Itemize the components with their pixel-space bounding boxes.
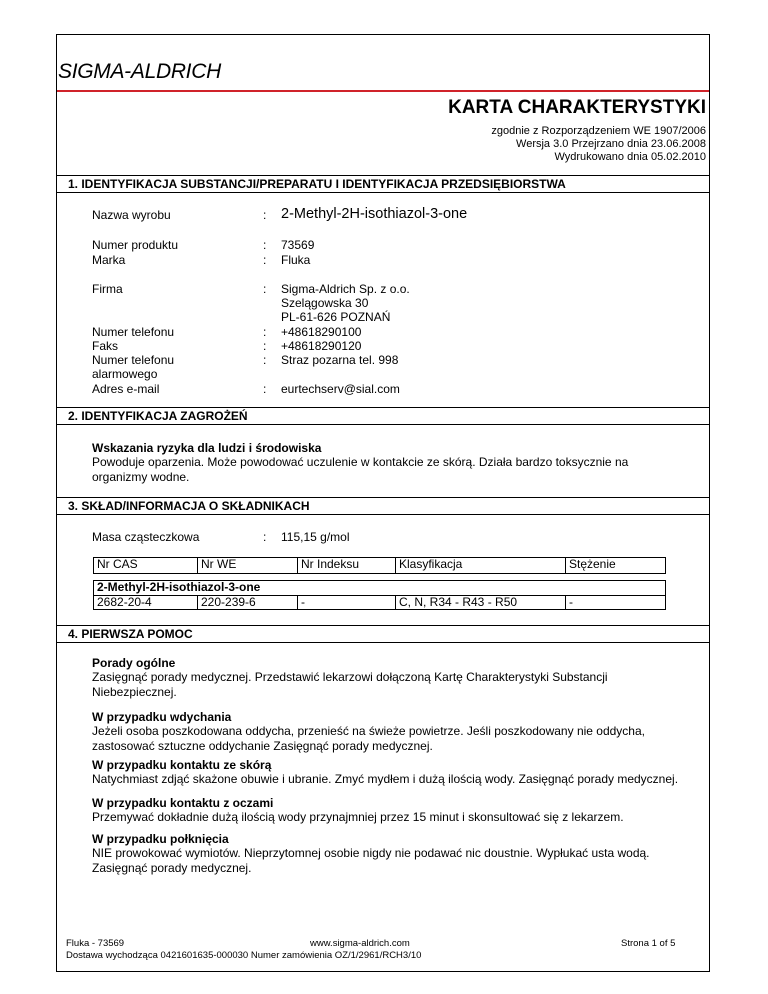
- first-aid-skin-title: W przypadku kontaktu ze skórą: [92, 758, 272, 772]
- emergency-label-line-2: alarmowego: [92, 367, 158, 381]
- first-aid-eyes-text: [92, 810, 702, 825]
- table-cell: 2682-20-4: [93, 595, 197, 610]
- table-cell: 220-239-6: [197, 595, 297, 610]
- company-street: Szelągowska 30: [281, 296, 369, 310]
- footer-order: Dostawa wychodząca 0421601635-000030 Numer zamówienia OZ/1/2961/RCH3/10: [66, 950, 422, 961]
- column-header: Stężenie: [565, 557, 666, 574]
- colon: :: [263, 339, 267, 353]
- first-aid-eyes-title: W przypadku kontaktu z oczami: [92, 796, 274, 810]
- mass-value: 115,15 g/mol: [281, 530, 350, 544]
- regulation-line: zgodnie z Rozporządzeniem WE 1907/2006: [491, 125, 706, 137]
- company-name: Sigma-Aldrich Sp. z o.o.: [281, 282, 410, 296]
- first-aid-general-text: [92, 670, 702, 700]
- colon: :: [263, 282, 267, 296]
- emergency-label: [92, 353, 262, 381]
- hazard-subheading: Wskazania ryzyka dla ludzi i środowiska: [92, 441, 322, 455]
- column-header: Klasyfikacja: [395, 557, 565, 574]
- table-cell: -: [297, 595, 395, 610]
- colon: :: [263, 530, 267, 544]
- colon: :: [263, 208, 267, 222]
- first-aid-ingestion-title: W przypadku połknięcia: [92, 832, 229, 846]
- document-info: [491, 125, 706, 164]
- email-value[interactable]: eurtechserv@sial.com: [281, 382, 400, 396]
- printed-line: Wydrukowano dnia 05.02.2010: [554, 151, 706, 163]
- footer-page-number: Strona 1 of 5: [621, 938, 676, 949]
- text-line: Przemywać dokładnie dużą ilością wody przynajmniej przez 15 minut i skonsultować się z lekarzem.: [92, 810, 624, 824]
- colon: :: [263, 382, 267, 396]
- text-line: Zasięgnąć porady medycznej.: [92, 861, 252, 875]
- text-line: zastosować sztuczne oddychanie Zasięgnąć porady medycznej.: [92, 739, 433, 753]
- footer-website[interactable]: www.sigma-aldrich.com: [310, 938, 410, 949]
- section-3-heading: 3. SKŁAD/INFORMACJA O SKŁADNIKACH: [57, 497, 709, 515]
- fax-value: +48618290120: [281, 339, 362, 353]
- mass-label: Masa cząsteczkowa: [92, 530, 200, 544]
- first-aid-general-title: Porady ogólne: [92, 656, 176, 670]
- text-line: Niebezpiecznej.: [92, 685, 177, 699]
- document-title: KARTA CHARAKTERYSTYKI: [448, 97, 706, 118]
- phone-label: Numer telefonu: [92, 325, 175, 339]
- table-cell: -: [565, 595, 666, 610]
- colon: :: [263, 238, 267, 252]
- first-aid-skin-text: [92, 772, 722, 787]
- header-divider: [57, 90, 709, 92]
- company-logo: SIGMA-ALDRICH: [58, 60, 221, 83]
- hazard-text: [92, 455, 702, 485]
- company-address: [281, 282, 410, 324]
- hazard-text-line: organizmy wodne.: [92, 470, 190, 484]
- product-number-value: 73569: [281, 238, 315, 252]
- column-header: Nr WE: [197, 557, 297, 574]
- version-line: Wersja 3.0 Przejrzano dnia 23.06.2008: [516, 138, 706, 150]
- section-2-heading: 2. IDENTYFIKACJA ZAGROŻEŃ: [57, 407, 709, 425]
- first-aid-inhalation-title: W przypadku wdychania: [92, 710, 232, 724]
- product-name-label: Nazwa wyrobu: [92, 208, 171, 222]
- column-header: Nr CAS: [93, 557, 197, 574]
- hazard-text-line: Powoduje oparzenia. Może powodować uczulenie w kontakcie ze skórą. Działa bardzo toksycznie na: [92, 455, 629, 469]
- section-1-heading: 1. IDENTYFIKACJA SUBSTANCJI/PREPARATU I IDENTYFIKACJA PRZEDSIĘBIORSTWA: [57, 175, 709, 193]
- section-4-heading: 4. PIERWSZA POMOC: [57, 625, 709, 643]
- emergency-label-line-1: Numer telefonu: [92, 353, 175, 367]
- column-header: Nr Indeksu: [297, 557, 395, 574]
- footer-product: Fluka - 73569: [66, 938, 125, 949]
- phone-value: +48618290100: [281, 325, 362, 339]
- brand-value: Fluka: [281, 253, 311, 267]
- text-line: Zasięgnąć porady medycznej. Przedstawić lekarzowi dołączoną Kartę Charakterystyki Substancji: [92, 670, 608, 684]
- product-number-label: Numer produktu: [92, 238, 179, 252]
- text-line: Natychmiast zdjąć skażone obuwie i ubranie. Zmyć mydłem i dużą ilością wody. Zasięgnąć porady medycznej.: [92, 772, 679, 786]
- fax-label: Faks: [92, 339, 119, 353]
- brand-label: Marka: [92, 253, 126, 267]
- first-aid-inhalation-text: [92, 724, 702, 754]
- colon: :: [263, 253, 267, 267]
- table-cell: C, N, R34 - R43 - R50: [395, 595, 565, 610]
- first-aid-ingestion-text: [92, 846, 702, 876]
- company-label: Firma: [92, 282, 123, 296]
- email-label: Adres e-mail: [92, 382, 160, 396]
- product-name-value: 2-Methyl-2H-isothiazol-3-one: [281, 206, 468, 222]
- substance-name: 2-Methyl-2H-isothiazol-3-one: [93, 580, 666, 595]
- text-line: NIE prowokować wymiotów. Nieprzytomnej osobie nigdy nie podawać nic doustnie. Wypłukać usta wodą.: [92, 846, 650, 860]
- colon: :: [263, 325, 267, 339]
- company-city: PL-61-626 POZNAŃ: [281, 310, 391, 324]
- colon: :: [263, 353, 267, 367]
- emergency-value: Straz pozarna tel. 998: [281, 353, 399, 367]
- text-line: Jeżeli osoba poszkodowana oddycha, przenieść na świeże powietrze. Jeśli poszkodowany nie oddycha,: [92, 724, 645, 738]
